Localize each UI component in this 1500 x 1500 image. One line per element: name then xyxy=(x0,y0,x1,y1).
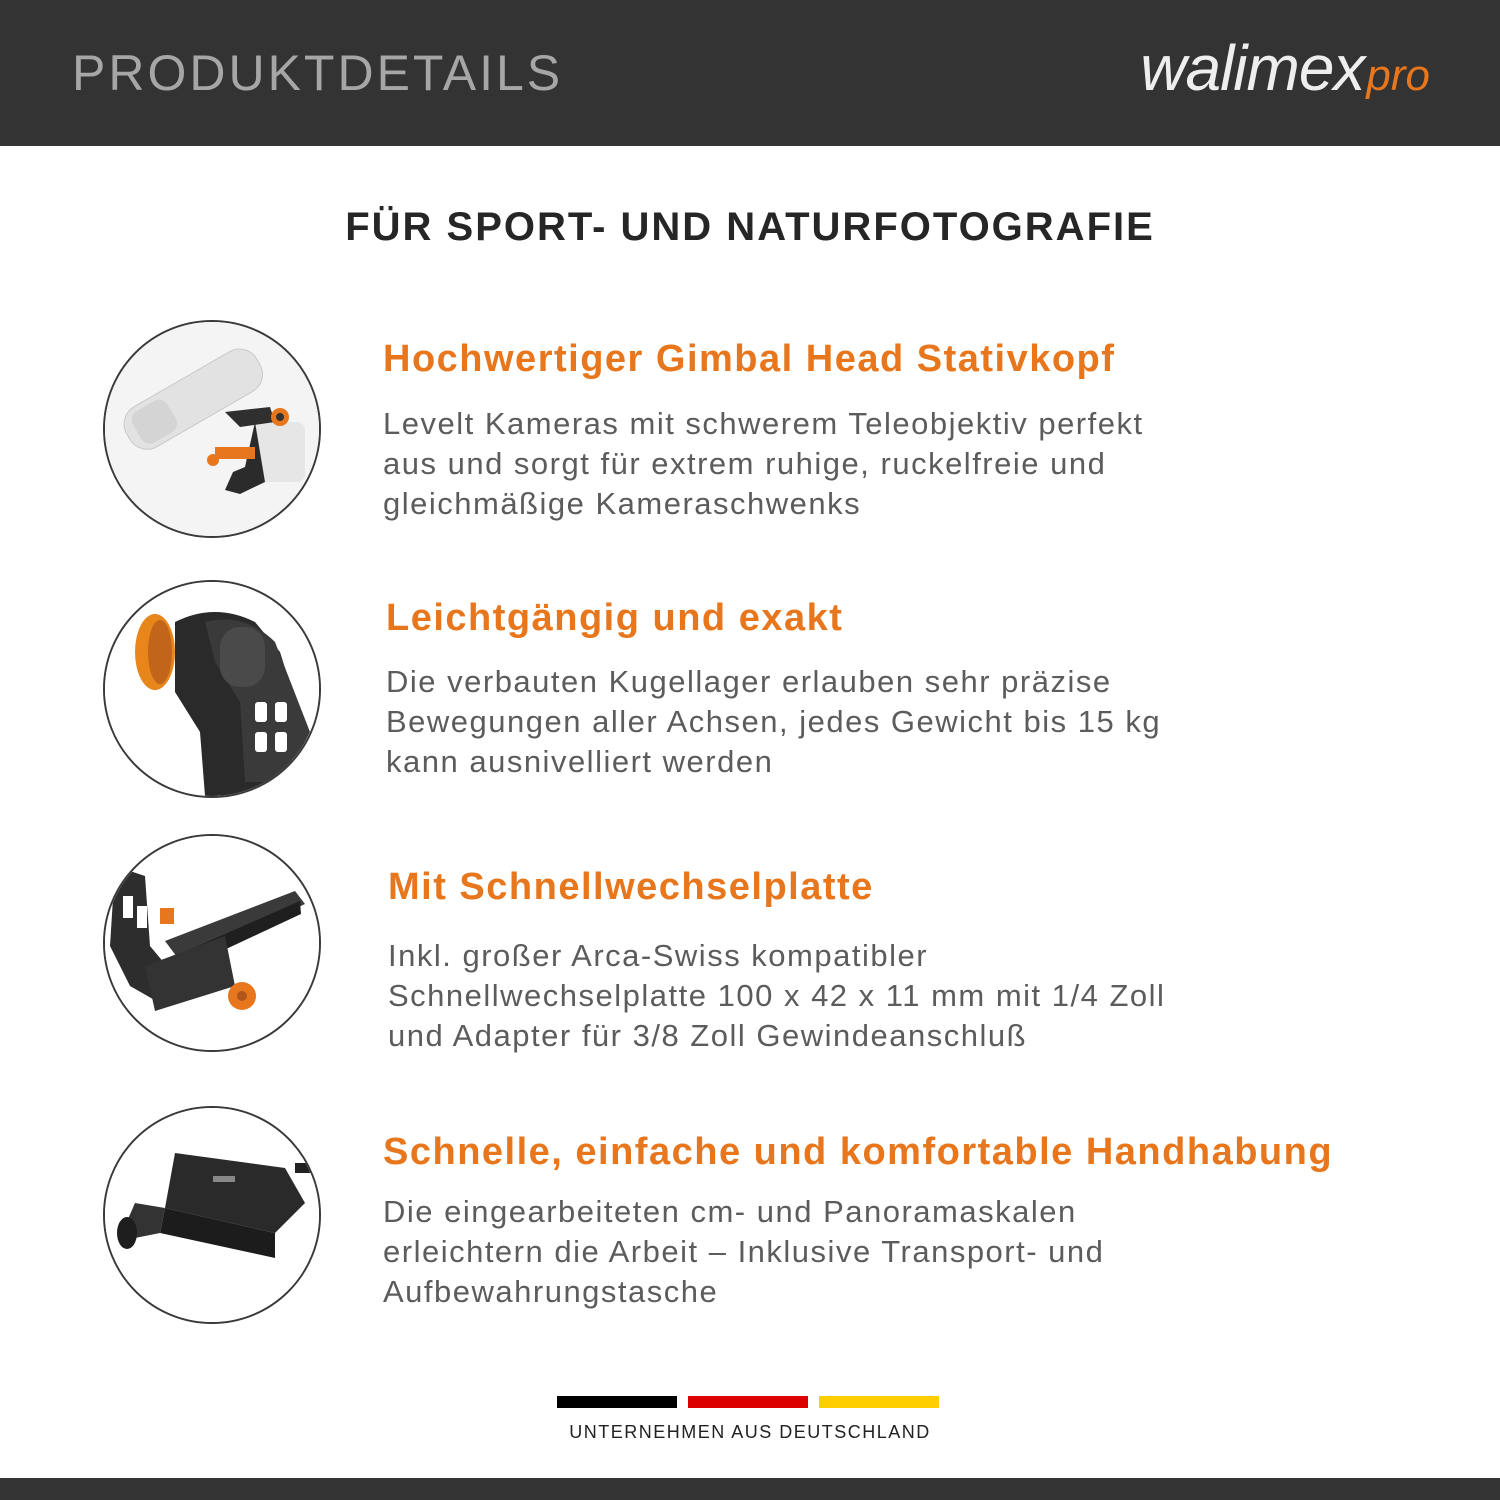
gimbal-telephoto-icon xyxy=(103,320,321,538)
footer-note: UNTERNEHMEN AUS DEUTSCHLAND xyxy=(569,1422,931,1442)
feature-gimbal-head xyxy=(0,320,1500,550)
description-line: gleichmäßige Kameraschwenks xyxy=(383,486,862,521)
feature-quick-release xyxy=(0,834,1500,1064)
feature-description xyxy=(383,404,1383,524)
feature-description xyxy=(386,662,1386,782)
description-line: Bewegungen aller Achsen, jedes Gewicht bis 15 kg xyxy=(386,704,1162,739)
logo-pro-suffix: pro xyxy=(1366,51,1430,100)
description-line: Die verbauten Kugellager erlauben sehr präzise xyxy=(386,664,1112,699)
description-line: Inkl. großer Arca-Swiss kompatibler xyxy=(388,938,929,973)
section-heading: FÜR SPORT- UND NATURFOTOGRAFIE xyxy=(345,205,1155,249)
description-line: Aufbewahrungstasche xyxy=(383,1274,719,1309)
description-line: Die eingearbeiteten cm- und Panoramaskalen xyxy=(383,1194,1077,1229)
quick-release-plate-icon xyxy=(103,834,321,1052)
header-bar xyxy=(0,0,1500,146)
carbon-arm-icon xyxy=(103,580,321,798)
bottom-bar xyxy=(0,1478,1500,1500)
flag-stripe-red xyxy=(688,1396,808,1408)
brand-logo xyxy=(1140,32,1430,104)
flag-stripe-gold xyxy=(819,1396,939,1408)
page-title: PRODUKTDETAILS xyxy=(72,45,564,101)
description-line: und Adapter für 3/8 Zoll Gewindeanschluß xyxy=(388,1018,1028,1053)
description-line: erleichtern die Arbeit – Inklusive Transport- und xyxy=(383,1234,1105,1269)
feature-title: Mit Schnellwechselplatte xyxy=(388,866,874,908)
description-line: kann ausnivelliert werden xyxy=(386,744,774,779)
feature-handling xyxy=(0,1106,1500,1336)
flag-stripe-black xyxy=(557,1396,677,1408)
feature-title: Hochwertiger Gimbal Head Stativkopf xyxy=(383,338,1116,380)
feature-title: Leichtgängig und exakt xyxy=(386,597,844,639)
logo-wordmark: walimex xyxy=(1140,32,1365,104)
description-line: Schnellwechselplatte 100 x 42 x 11 mm mit 1/4 Zoll xyxy=(388,978,1166,1013)
feature-description xyxy=(388,936,1388,1056)
description-line: Levelt Kameras mit schwerem Teleobjektiv perfekt xyxy=(383,406,1144,441)
feature-title: Schnelle, einfache und komfortable Handhabung xyxy=(383,1131,1334,1173)
carry-bag-icon xyxy=(103,1106,321,1324)
description-line: aus und sorgt für extrem ruhige, ruckelfreie und xyxy=(383,446,1107,481)
feature-smooth-precise xyxy=(0,580,1500,810)
feature-description xyxy=(383,1192,1383,1312)
